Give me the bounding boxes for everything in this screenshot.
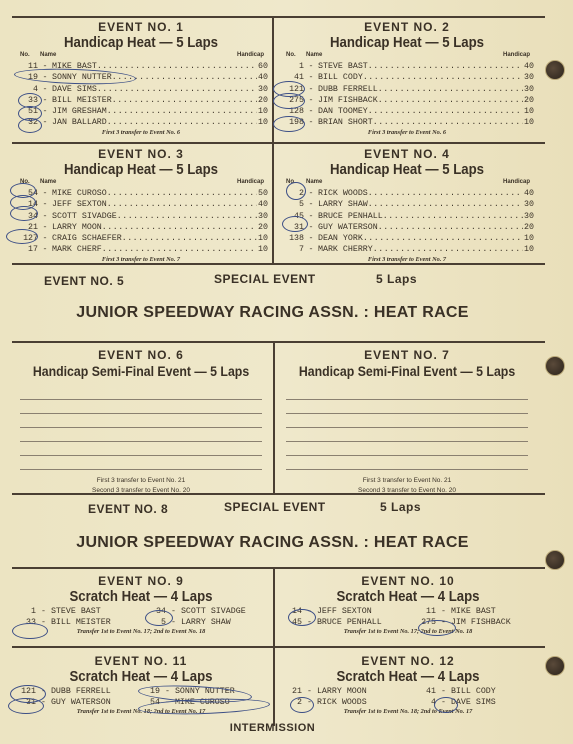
list-item: 34 - SCOTT SIVADGE [156,607,246,616]
divider [273,342,275,494]
rider-list [14,686,268,708]
transfer-note: Transfer 1st to Event No. 17; 2nd to Event No. 18 [76,628,206,635]
transfer-note: First 3 transfer to Event No. 6 [101,128,181,136]
event-3 [14,147,268,264]
list-item: 31 - GUY WATERSON ..... 20 [280,222,534,233]
divider [272,17,274,264]
list-item: 127 - CRAIG SCHAEFER ..... 10 [14,233,268,244]
event-4 [280,147,534,264]
transfer-note: Second 3 transfer to Event No. 20 [358,487,456,494]
event-11 [14,654,268,716]
list-item: 33 - BILL MEISTER ..... 20 [14,95,268,106]
rider-list [280,606,536,628]
transfer-note: First 3 transfer to Event No. 7 [367,255,447,263]
transfer-note: Transfer 1st to Event No. 18; 2nd to Event No. 17 [343,708,473,715]
results-lines [286,386,528,470]
list-item: 128 - DAN TOOMEY ..... 10 [280,106,534,117]
laps-label: 5 Laps [380,500,422,514]
rider-list [14,606,268,628]
list-item: 4 - DAVE SIMS [431,698,496,707]
list-item: 7 - MARK CHERRY ..... 10 [280,244,534,255]
list-item: 11 - MIKE BAST [426,607,496,616]
event-title: EVENT NO. 7 [364,348,450,362]
event-title: EVENT NO. 3 [98,147,184,161]
rider-list [280,686,536,708]
divider [273,568,275,726]
event-title: EVENT NO. 9 [98,574,184,588]
list-item: 11 - MIKE BAST ..... 60 [14,61,268,72]
special-event-label: SPECIAL EVENT [214,272,316,286]
list-item: 54 - MIKE CUROSO [150,698,230,707]
list-item: 275 - JIM FISHBACK ..... 20 [280,95,534,106]
event-6 [14,348,268,496]
list-item: 5 - LARRY SHAW ..... 30 [280,199,534,210]
transfer-note: Transfer 1st to Event No. 18; 2nd to Event No. 17 [76,708,206,715]
event-title: EVENT NO. 6 [98,348,184,362]
list-item: 31 - GUY WATERSON [26,698,111,707]
divider [12,341,545,343]
event-banner: JUNIOR SPEEDWAY RACING ASSN. : HEAT RACE [76,534,469,551]
event-title: EVENT NO. 4 [364,147,450,161]
binder-hole [545,60,565,80]
list-item: 2 - RICK WOODS ..... 40 [280,188,534,199]
list-item: 34 - SCOTT SIVADGE ..... 30 [14,211,268,222]
list-item: 198 - BRIAN SHORT ..... 10 [280,117,534,128]
transfer-note: First 3 transfer to Event No. 21 [96,477,186,484]
binder-hole [545,550,565,570]
list-item: 51 - JIM GRESHAM ..... 10 [14,106,268,117]
intermission-label: INTERMISSION [229,722,316,734]
event-title: EVENT NO. 1 [98,20,184,34]
column-header: No. Name Handicap [20,179,264,185]
event-5-title: EVENT NO. 5 [44,274,125,288]
transfer-note: Second 3 transfer to Event No. 20 [92,487,190,494]
laps-label: 5 Laps [376,272,418,286]
list-item: 121 - DUBB FERRELL [21,687,111,696]
divider [12,646,545,648]
list-item: 138 - DEAN YORK ..... 10 [280,233,534,244]
list-item: 45 - BRUCE PENHALL [292,618,382,627]
special-event-label: SPECIAL EVENT [224,500,326,514]
event-1 [14,20,268,137]
transfer-note: Transfer 1st to Event No. 17; 2nd to Event No. 18 [343,628,473,635]
event-title: EVENT NO. 10 [361,574,455,588]
event-subtitle: Scratch Heat — 4 Laps [69,588,213,605]
event-9 [14,574,268,636]
list-item: 19 - SONNY NUTTER [150,687,235,696]
event-10 [280,574,536,636]
rider-list [14,188,268,256]
list-item: 21 - LARRY MOON ..... 20 [14,222,268,233]
list-item: 19 - SONNY NUTTER ..... 40 [14,72,268,83]
list-item: 14 - JEFF SEXTON ..... 40 [14,199,268,210]
event-2 [280,20,534,137]
rider-list [280,61,534,129]
event-7 [280,348,534,496]
divider [12,567,545,569]
list-item: 41 - BILL CODY [426,687,496,696]
event-subtitle: Handicap Heat — 5 Laps [63,161,219,178]
list-item: 45 - BRUCE PENHALL ..... 30 [280,211,534,222]
list-item: 14 - JEFF SEXTON [292,607,372,616]
rider-list [280,188,534,256]
event-subtitle: Scratch Heat — 4 Laps [336,668,480,685]
event-subtitle: Scratch Heat — 4 Laps [69,668,213,685]
list-item: 275 - JIM FISHBACK [421,618,511,627]
column-header: No. Name Handicap [286,179,530,185]
list-item: 17 - MARK CHERF ..... 10 [14,244,268,255]
event-title: EVENT NO. 12 [361,654,455,668]
binder-hole [545,656,565,676]
event-banner: JUNIOR SPEEDWAY RACING ASSN. : HEAT RACE [76,304,469,321]
event-subtitle: Handicap Heat — 5 Laps [63,34,219,51]
results-lines [20,386,262,470]
list-item: 41 - BILL CODY ..... 30 [280,72,534,83]
transfer-note: First 3 transfer to Event No. 21 [362,477,452,484]
binder-hole [545,356,565,376]
transfer-note: First 3 transfer to Event No. 6 [367,128,447,136]
list-item: 2 - RICK WOODS [297,698,367,707]
list-item: 32 - JAN BALLARD ..... 10 [14,117,268,128]
list-item: 1 - STEVE BAST [31,607,101,616]
list-item: 121 - DUBB FERRELL ..... 30 [280,84,534,95]
divider [12,16,545,18]
event-subtitle: Handicap Heat — 5 Laps [329,161,485,178]
column-header: No. Name Handicap [286,52,530,58]
list-item: 5 - LARRY SHAW [161,618,231,627]
list-item: 4 - DAVE SIMS ..... 30 [14,84,268,95]
list-item: 54 - MIKE CUROSO ..... 50 [14,188,268,199]
event-title: EVENT NO. 11 [94,654,188,668]
list-item: 21 - LARRY MOON [292,687,367,696]
event-subtitle: Handicap Semi-Final Event — 5 Laps [32,363,250,379]
list-item: 1 - STEVE BAST ..... 40 [280,61,534,72]
event-subtitle: Handicap Heat — 5 Laps [329,34,485,51]
event-12 [280,654,536,716]
list-item: 33 - BILL MEISTER [26,618,111,627]
event-title: EVENT NO. 2 [364,20,450,34]
divider [12,142,545,144]
event-subtitle: Handicap Semi-Final Event — 5 Laps [298,363,516,379]
column-header: No. Name Handicap [20,52,264,58]
event-subtitle: Scratch Heat — 4 Laps [336,588,480,605]
event-8-title: EVENT NO. 8 [88,502,169,516]
transfer-note: First 3 transfer to Event No. 7 [101,255,181,263]
rider-list [14,61,268,129]
